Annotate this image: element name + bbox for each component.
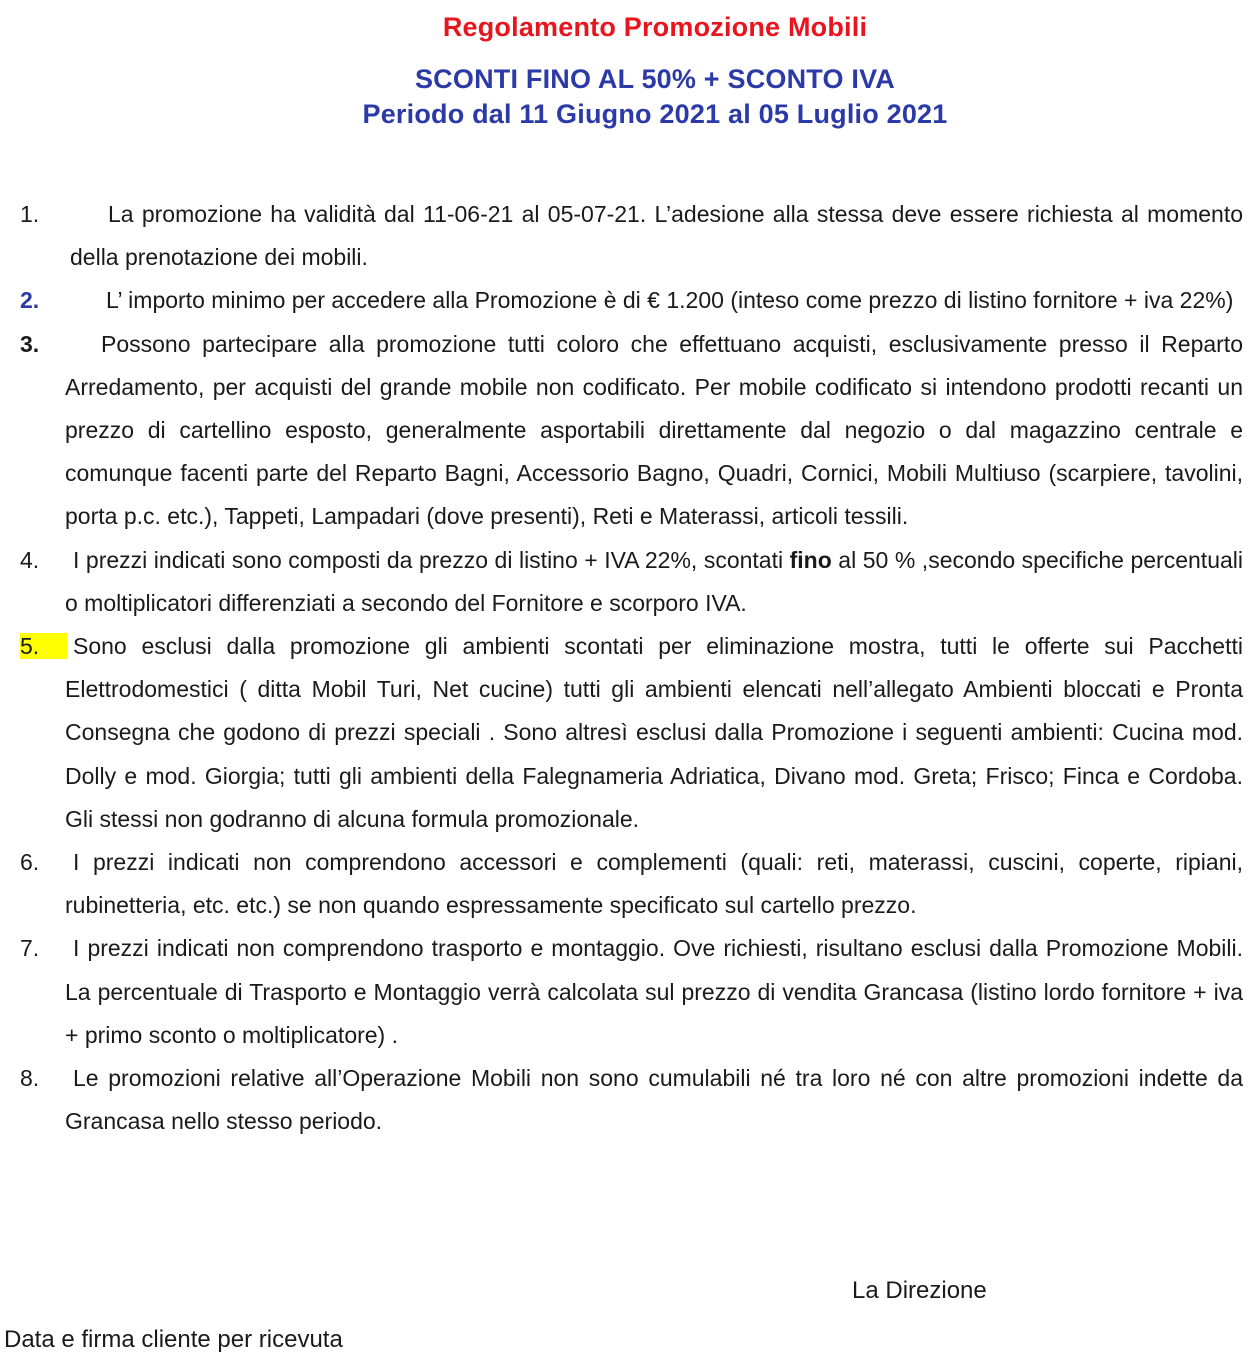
rule-text-4-bold: fino (789, 546, 832, 573)
customer-signature-label: Data e firma cliente per ricevuta (4, 1326, 343, 1353)
rules-list (0, 193, 1243, 1143)
rule-item-6 (0, 841, 1243, 927)
rule-text-4-before: I prezzi indicati sono composti da prezzo di listino + IVA 22%, scontati (73, 546, 790, 573)
document-subtitle-period: Periodo dal 11 Giugno 2021 al 05 Luglio 2021 (362, 99, 948, 129)
rule-text-7: I prezzi indicati non comprendono trasporto e montaggio. Ove richiesti, risultano esclusi dalla Promozione Mobili. La percentuale di Trasporto e Montaggio verrà calcolata sul prezzo di vendita Grancasa (listino lordo fornitore + iva + primo sconto o moltiplicatore) . (65, 935, 1243, 1048)
rule-number-4: 4. (20, 546, 40, 573)
signature-direzione-label: La Direzione (852, 1277, 987, 1304)
document-subtitle-discount: SCONTI FINO AL 50% + SCONTO IVA (414, 64, 896, 94)
rule-item-5 (0, 625, 1243, 841)
rule-text-3: Possono partecipare alla promozione tutti coloro che effettuano acquisti, esclusivamente presso il Reparto Arredamento, per acquisti del grande mobile non codificato. Per mobile codificato si intendono prodotti recanti un prezzo di cartellino esposto, generalmente asportabili direttamente dal negozio o dal magazzino centrale e comunque facenti parte del Reparto Bagni, Accessorio Bagno, Quadri, Cornici, Mobili Multiuso (scarpiere, tavolini, porta p.c. etc.), Tappeti, Lampadari (dove presenti), Reti e Materassi, articoli tessili. (65, 330, 1243, 530)
rule-number-2: 2. (20, 287, 40, 314)
rule-item-3 (0, 323, 1243, 539)
rule-number-8: 8. (20, 1065, 40, 1092)
rule-item-2 (0, 279, 1243, 322)
rule-item-1 (0, 193, 1243, 279)
rule-item-4 (0, 539, 1243, 625)
rule-text-6: I prezzi indicati non comprendono accessori e complementi (quali: reti, materassi, cuscini, coperte, ripiani, rubinetteria, etc. etc.) se non quando espressamente specificato sul cartello prezzo. (65, 849, 1243, 919)
rule-number-3: 3. (20, 330, 40, 357)
rule-item-8 (0, 1057, 1243, 1143)
rule-text-1: La promozione ha validità dal 11-06-21 al 05-07-21. L’adesione alla stessa deve essere richiesta al momento della prenotazione dei mobili. (70, 201, 1243, 271)
rule-text-5: Sono esclusi dalla promozione gli ambienti scontati per eliminazione mostra, tutti le offerte sui Pacchetti Elettrodomestici ( ditta Mobil Turi, Net cucine) tutti gli ambienti elencati nell’allegato Ambienti bloccati e Pronta Consegna che godono di prezzi speciali . Sono altresì esclusi dalla Promozione i seguenti ambienti: Cucina mod. Dolly e mod. Giorgia; tutti gli ambienti della Falegnameria Adriatica, Divano mod. Greta; Frisco; Finca e Cordoba. Gli stessi non godranno di alcuna formula promozionale. (65, 633, 1243, 832)
rule-text-8: Le promozioni relative all’Operazione Mobili non sono cumulabili né tra loro né con altre promozioni indette da Grancasa nello stesso periodo. (65, 1065, 1243, 1135)
rule-item-7 (0, 927, 1243, 1057)
rule-number-7: 7. (20, 935, 40, 962)
rule-number-6: 6. (20, 849, 40, 876)
rule-number-1: 1. (20, 201, 40, 227)
document-title: Regolamento Promozione Mobili (442, 12, 868, 42)
rule-number-5-highlighted: 5. (20, 633, 67, 659)
rule-text-2: L’ importo minimo per accedere alla Promozione è di € 1.200 (inteso come prezzo di listino fornitore + iva 22%) (106, 287, 1234, 314)
rule-text-4-after: al 50 % ,secondo specifiche percentuali o moltiplicatori differenziati a secondo del Fornitore e scorporo IVA. (65, 546, 1243, 616)
